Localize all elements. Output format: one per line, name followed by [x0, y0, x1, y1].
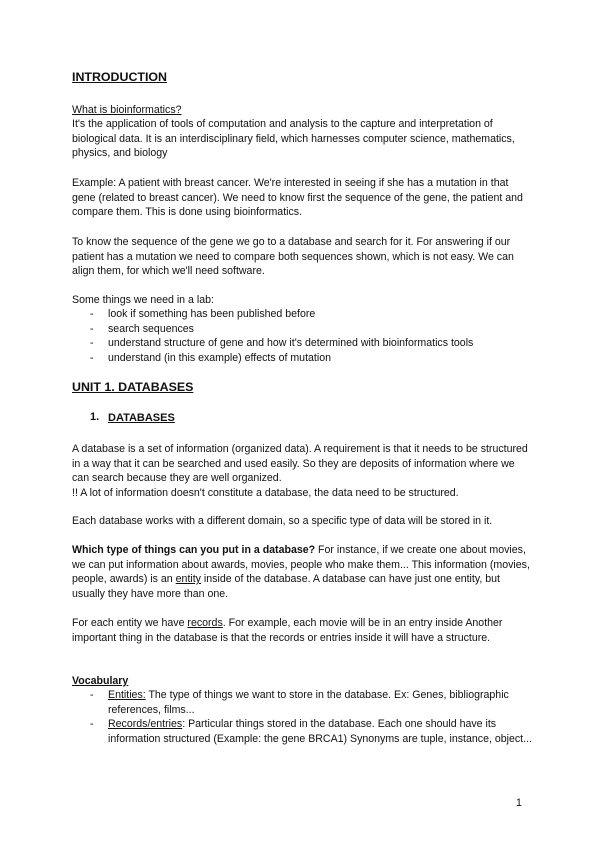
page-number: 1 [516, 797, 522, 809]
bioinformatics-definition: It's the application of tools of computation and analysis to the capture and interpretation of biological data. It is an interdisciplinary field, which harnesses computer science, mathematics, physics, and biology [72, 118, 515, 160]
vocabulary-list [72, 688, 532, 746]
list-item: - understand structure of gene and how it's determined with bioinformatics tools [90, 337, 474, 350]
records-term: records [187, 617, 223, 629]
list-item: - Entities: The type of things we want to store in the database. Ex: Genes, bibliographic references, films... [90, 689, 509, 716]
list-item: - look if something has been published before [90, 308, 316, 320]
intro-subheading: What is bioinformatics? [72, 104, 182, 116]
domain-paragraph: Each database works with a different domain, so a specific type of data will be stored in it. [72, 515, 493, 527]
section-title: DATABASES [108, 412, 175, 424]
example-paragraph: Example: A patient with breast cancer. We're interested in seeing if she has a mutation in that gene (related to breast cancer). We need to know first the sequence of the gene, the patient and compare them. This is done using bioinformatics. [72, 177, 523, 219]
list-item: - understand (in this example) effects of mutation [90, 351, 331, 364]
database-note: !! A lot of information doesn't constitute a database, the data need to be structured. [72, 487, 459, 499]
unit-heading: UNIT 1. DATABASES [72, 380, 194, 394]
lab-intro: Some things we need in a lab: [72, 294, 214, 306]
section-number: 1. [90, 411, 100, 423]
question-paragraph: Which type of things can you put in a database? For instance, if we create one about movies, we can put information about awards, movies, people who make them... This information (movies, people, awards) is an entity inside of the database. A database can have just one entity, but usually they have more than one. [72, 544, 530, 600]
intro-heading: INTRODUCTION [72, 70, 167, 84]
entity-term: entity [175, 573, 201, 586]
vocabulary-heading: Vocabulary [72, 675, 129, 687]
lab-list [72, 307, 532, 365]
question-bold: Which type of things can you put in a database? [72, 544, 316, 556]
list-item: - search sequences [90, 322, 194, 335]
sequence-paragraph: To know the sequence of the gene we go to a database and search for it. For answering if our patient has a mutation we need to compare both sequences shown, which is not easy. We can align them, for which we'll need software. [72, 236, 514, 278]
list-item: - Records/entries: Particular things stored in the database. Each one should have its information structured (Example: the gene BRCA1) Synonyms are tuple, instance, object... [90, 718, 532, 745]
records-paragraph: For each entity we have records. For example, each movie will be in an entry inside Another important thing in the database is that the records or entries inside it will have a structure. [72, 617, 503, 644]
database-definition: A database is a set of information (organized data). A requirement is that it needs to be structured in a way that it can be searched and used easily. So they are deposits of information where we can search because they are well organized. [72, 443, 528, 485]
